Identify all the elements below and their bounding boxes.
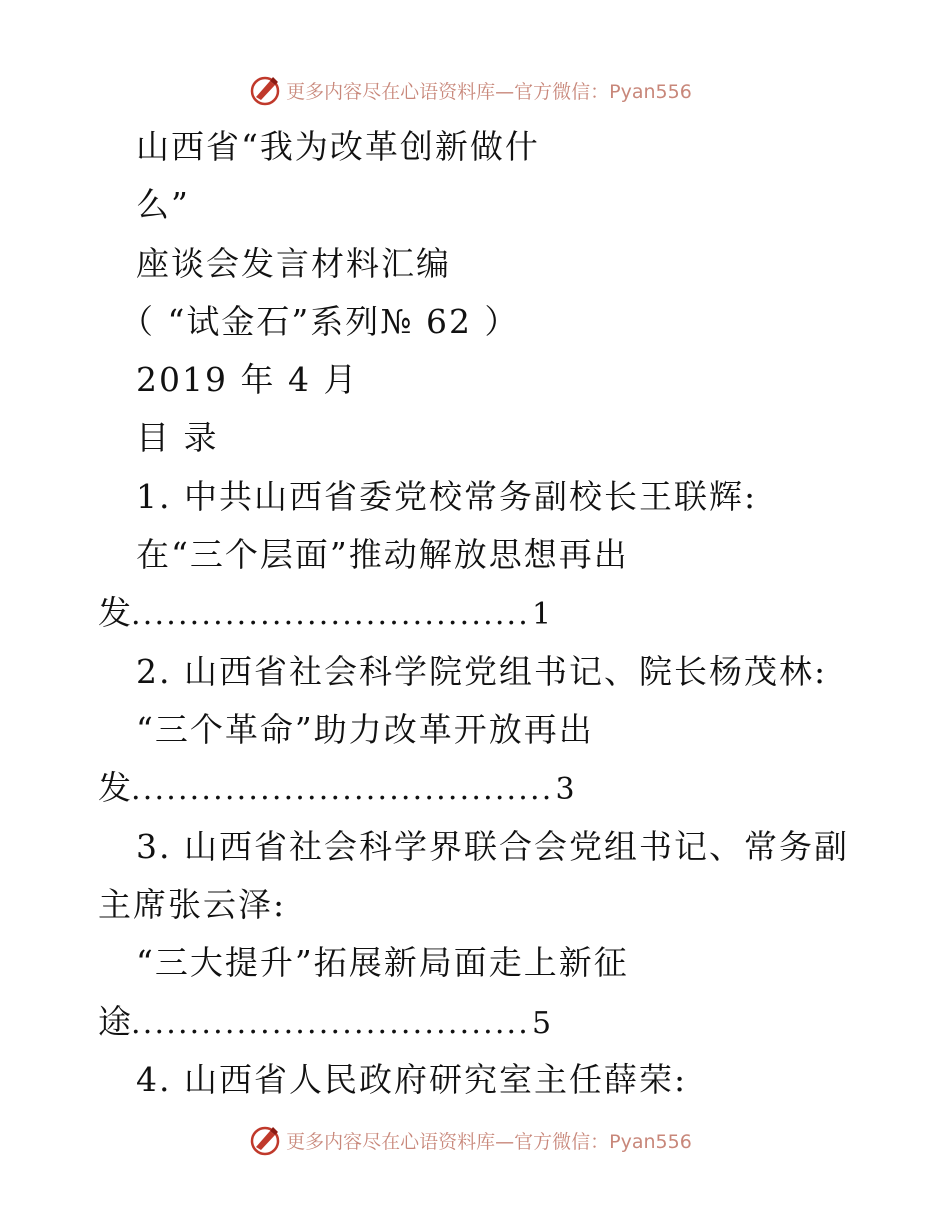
toc-entry-2-leader[interactable] — [98, 768, 575, 810]
toc-entry-3-title: “三大提升”拓展新局面走上新征 — [136, 943, 629, 982]
toc-entry-1-title-tail: 发 — [98, 593, 131, 632]
toc-entry-1-leader[interactable] — [98, 593, 551, 635]
doc-title-line-2: 么” — [136, 185, 190, 224]
toc-entry-4-speaker: 4. 山西省人民政府研究室主任薛荣: — [136, 1060, 688, 1099]
toc-dot-leader: .................................. — [131, 1006, 531, 1041]
footer-watermark-banner — [0, 1120, 950, 1160]
toc-entry-1-speaker: 1. 中共山西省委党校常务副校长王联辉: — [136, 477, 758, 516]
toc-heading: 目 录 — [136, 418, 219, 457]
toc-entry-3-leader[interactable] — [98, 1002, 551, 1044]
toc-dot-leader: .................................... — [131, 772, 554, 807]
pen-logo-icon — [248, 73, 282, 107]
toc-entry-3-speaker: 3. 山西省社会科学界联合会党组书记、常务副 — [136, 827, 849, 866]
doc-date: 2019 年 4 月 — [136, 360, 359, 399]
toc-entry-3-speaker-cont: 主席张云泽: — [98, 885, 287, 924]
toc-entry-1-title: 在“三个层面”推动解放思想再出 — [136, 535, 629, 574]
header-watermark-banner — [0, 70, 950, 110]
toc-entry-2-page-number: 3 — [555, 772, 575, 807]
toc-entry-1-page-number: 1 — [532, 597, 552, 632]
toc-entry-2-title-tail: 发 — [98, 768, 131, 807]
watermark-text: 更多内容尽在心语资料库—官方微信：Pyan556 — [286, 1130, 692, 1153]
toc-entry-3-page-number: 5 — [532, 1006, 552, 1041]
pen-logo-icon — [248, 1123, 282, 1157]
doc-series: （ “试金石”系列№ 62 ） — [120, 302, 520, 341]
doc-title-line-3: 座谈会发言材料汇编 — [136, 244, 451, 283]
toc-entry-3-title-tail: 途 — [98, 1002, 131, 1041]
toc-entry-2-title: “三个革命”助力改革开放再出 — [136, 710, 594, 749]
toc-dot-leader: .................................. — [131, 597, 531, 632]
doc-title-line-1: 山西省“我为改革创新做什 — [136, 127, 540, 166]
watermark-text: 更多内容尽在心语资料库—官方微信：Pyan556 — [286, 80, 692, 103]
toc-entry-2-speaker: 2. 山西省社会科学院党组书记、院长杨茂林: — [136, 652, 828, 691]
